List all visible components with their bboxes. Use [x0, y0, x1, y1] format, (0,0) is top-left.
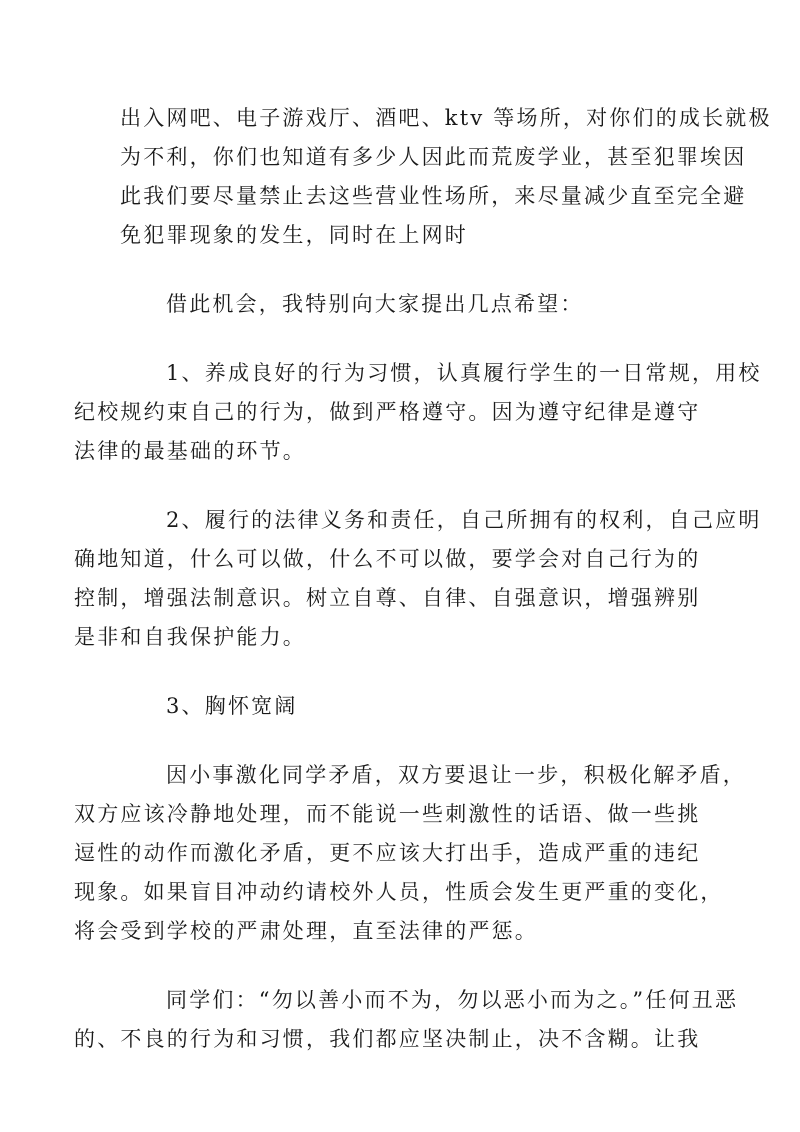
text-line: 2、履行的法律义务和责任，自己所拥有的权利，自己应明 — [166, 508, 762, 532]
text-line: 现象。如果盲目冲动约请校外人员，性质会发生更严重的变化， — [74, 880, 724, 904]
text-line: 免犯罪现象的发生，同时在上网时 — [120, 223, 468, 247]
text-line: 控制，增强法制意识。树立自尊、自律、自强意识，增强辨别 — [74, 586, 701, 610]
text-line: 出入网吧、电子游戏厅、酒吧、ktv 等场所，对你们的成长就极 — [120, 106, 772, 130]
text-line: 3、胸怀宽阔 — [166, 694, 298, 718]
text-line: 确地知道，什么可以做，什么不可以做，要学会对自己行为的 — [74, 547, 701, 571]
text-line: 借此机会，我特别向大家提出几点希望： — [166, 292, 584, 316]
text-line: 将会受到学校的严肃处理，直至法律的严惩。 — [74, 919, 538, 943]
text-line: 的、不良的行为和习惯，我们都应坚决制止，决不含糊。让我 — [74, 1027, 701, 1051]
text-line: 双方应该冷静地处理，而不能说一些刺激性的话语、做一些挑 — [74, 802, 701, 826]
paragraph-point-2 — [74, 501, 762, 657]
text-line: 是非和自我保护能力。 — [74, 625, 306, 649]
text-line: 因小事激化同学矛盾，双方要退让一步，积极化解矛盾， — [166, 763, 746, 787]
paragraph-closing-quote — [74, 981, 739, 1059]
text-line: 逗性的动作而激化矛盾，更不应该大打出手，造成严重的违纪 — [74, 841, 701, 865]
paragraph-point-1 — [74, 354, 762, 471]
text-line: 此我们要尽量禁止去这些营业性场所，来尽量减少直至完全避 — [120, 184, 747, 208]
text-line: 同学们：“勿以善小而不为，勿以恶小而为之。”任何丑恶 — [166, 988, 739, 1012]
document-page — [74, 99, 772, 1089]
paragraph-point-3-heading — [120, 687, 680, 726]
paragraph-venues-warning — [120, 99, 772, 255]
text-line: 法律的最基础的环节。 — [74, 439, 306, 463]
paragraph-hopes-intro — [120, 285, 680, 324]
paragraph-conflict-resolution — [74, 756, 746, 951]
text-line: 为不利，你们也知道有多少人因此而荒废学业，甚至犯罪埃因 — [120, 145, 747, 169]
text-line: 1、养成良好的行为习惯，认真履行学生的一日常规，用校 — [166, 361, 762, 385]
text-line: 纪校规约束自己的行为，做到严格遵守。因为遵守纪律是遵守 — [74, 400, 701, 424]
